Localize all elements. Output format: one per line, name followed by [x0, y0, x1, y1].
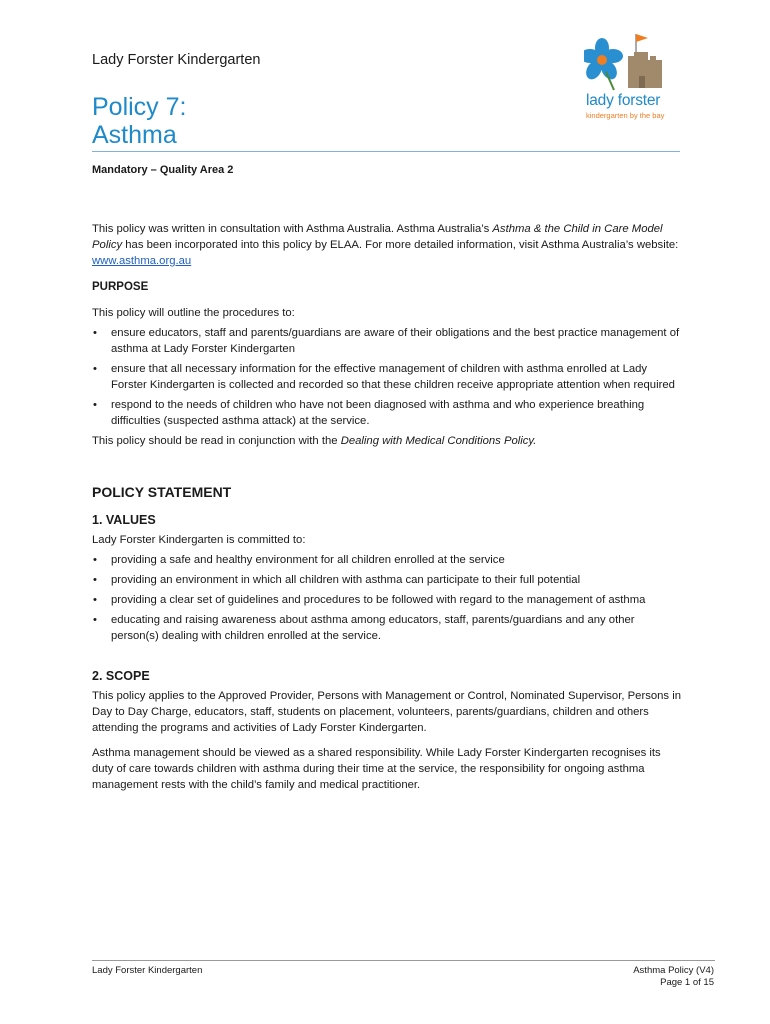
- organisation-name: Lady Forster Kindergarten: [92, 52, 261, 68]
- medical-conditions-policy-ref: Dealing with Medical Conditions Policy.: [340, 435, 537, 447]
- purpose-section: [92, 305, 682, 449]
- list-item: • providing a safe and healthy environment for all children enrolled at the service: [92, 552, 682, 568]
- footer-document-version: Asthma Policy (V4): [633, 965, 714, 976]
- purpose-lead: This policy will outline the procedures to:: [92, 307, 295, 319]
- policy-statement-heading: POLICY STATEMENT: [92, 484, 232, 500]
- list-item: • ensure that all necessary information for the effective management of children with asthma enrolled at Lady Forster Kindergarten is collected and recorded so that these children receive appropriate attention when required: [92, 361, 682, 393]
- scope-paragraph-1: This policy applies to the Approved Provider, Persons with Management or Control, Nominated Supervisor, Persons in Day to Day Charge, educators, staff, students on placement, volunteers, parents/guardians, children and others attending the programs and activities of Lady Forster Kindergarten.: [92, 690, 681, 734]
- purpose-list: [92, 325, 682, 429]
- footer-info: [633, 965, 714, 989]
- mandatory-label: Mandatory – Quality Area 2: [92, 164, 234, 176]
- list-item: • respond to the needs of children who have not been diagnosed with asthma and who experience breathing difficulties (suspected asthma attack) at the service.: [92, 397, 682, 429]
- list-item: • ensure educators, staff and parents/guardians are aware of their obligations and the best practice management of asthma at Lady Forster Kindergarten: [92, 325, 682, 357]
- kindergarten-logo: [584, 30, 684, 125]
- asthma-website-link[interactable]: www.asthma.org.au: [92, 255, 192, 267]
- intro-model-policy: Asthma & the Child in Care Model Policy: [92, 223, 663, 251]
- scope-paragraph-2: Asthma management should be viewed as a shared responsibility. While Lady Forster Kindergarten recognises its duty of care towards children with asthma during their time at the service, the responsibility for ongoing asthma management rests with the child’s family and medical practitioner.: [92, 747, 661, 791]
- title-divider: [92, 151, 680, 152]
- sandcastle-flower-logo-icon: [584, 30, 684, 92]
- scope-section: [92, 688, 682, 793]
- logo-tagline: kindergarten by the bay: [586, 111, 665, 120]
- purpose-closing-text: This policy should be read in conjunction with the: [92, 435, 341, 447]
- list-item: • providing an environment in which all children with asthma can participate to their full potential: [92, 572, 682, 588]
- values-list: [92, 552, 682, 644]
- intro-paragraph: [92, 221, 682, 269]
- values-heading: 1. VALUES: [92, 513, 156, 527]
- title-line-1: Policy 7:: [92, 93, 187, 121]
- values-lead: Lady Forster Kindergarten is committed to:: [92, 534, 306, 546]
- list-item: • educating and raising awareness about asthma among educators, staff, parents/guardians and any other person(s) dealing with children enrolled at the service.: [92, 612, 682, 644]
- scope-heading: 2. SCOPE: [92, 669, 150, 683]
- intro-text-1: This policy was written in consultation with Asthma Australia. Asthma Australia’s: [92, 223, 493, 235]
- logo-wordmark: lady forster: [586, 92, 661, 109]
- page-title: [92, 93, 186, 149]
- title-line-2: Asthma: [92, 121, 177, 149]
- intro-text-2: has been incorporated into this policy by ELAA. For more detailed information, visit Asthma Australia’s website:: [122, 239, 679, 251]
- purpose-heading: PURPOSE: [92, 281, 149, 293]
- list-item: • providing a clear set of guidelines and procedures to be followed with regard to the management of asthma: [92, 592, 682, 608]
- footer-page-number: Page 1 of 15: [660, 977, 714, 988]
- values-section: [92, 532, 682, 648]
- footer-divider: [92, 960, 715, 961]
- footer-organisation: Lady Forster Kindergarten: [92, 965, 203, 976]
